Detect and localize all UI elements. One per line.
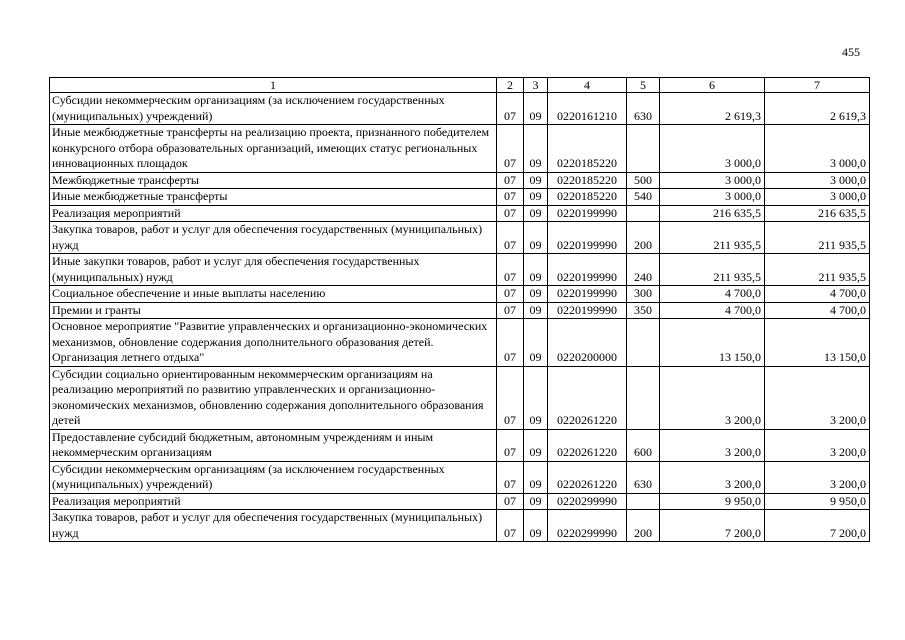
amount-col7-cell: 3 200,0 xyxy=(765,366,870,429)
amount-col7-cell: 211 935,5 xyxy=(765,222,870,254)
section-code-cell: 07 xyxy=(497,254,524,286)
table-row xyxy=(50,205,870,222)
amount-col6-cell: 3 000,0 xyxy=(660,125,765,173)
subsection-code-cell: 09 xyxy=(524,429,548,461)
subsection-code-cell: 09 xyxy=(524,254,548,286)
expense-type-cell: 600 xyxy=(627,429,660,461)
row-name-cell: Иные межбюджетные трансферты на реализацию проекта, признанного победителем конкурсного отбора образовательных организаций, имеющих статус региональных инновационных площадок xyxy=(50,125,497,173)
target-article-cell: 0220185220 xyxy=(548,125,627,173)
row-name-cell: Основное мероприятие "Развитие управленческих и организационно-экономических механизмов, обновление содержания дополнительного образования детей. Организация летнего отдыха" xyxy=(50,319,497,367)
subsection-code-cell: 09 xyxy=(524,286,548,303)
section-code-cell: 07 xyxy=(497,510,524,542)
column-header: 3 xyxy=(524,78,548,93)
target-article-cell: 0220161210 xyxy=(548,93,627,125)
amount-col7-cell: 3 200,0 xyxy=(765,429,870,461)
amount-col7-cell: 7 200,0 xyxy=(765,510,870,542)
row-name-cell: Межбюджетные трансферты xyxy=(50,172,497,189)
expense-type-cell xyxy=(627,366,660,429)
column-header: 7 xyxy=(765,78,870,93)
row-name-cell: Иные межбюджетные трансферты xyxy=(50,189,497,206)
section-code-cell: 07 xyxy=(497,125,524,173)
table-row xyxy=(50,286,870,303)
row-name-cell: Субсидии некоммерческим организациям (за исключением государственных (муниципальных) учреждений) xyxy=(50,93,497,125)
column-header: 4 xyxy=(548,78,627,93)
amount-col7-cell: 2 619,3 xyxy=(765,93,870,125)
subsection-code-cell: 09 xyxy=(524,366,548,429)
amount-col6-cell: 3 200,0 xyxy=(660,366,765,429)
expense-type-cell xyxy=(627,493,660,510)
amount-col6-cell: 4 700,0 xyxy=(660,302,765,319)
target-article-cell: 0220261220 xyxy=(548,366,627,429)
row-name-cell: Иные закупки товаров, работ и услуг для обеспечения государственных (муниципальных) нужд xyxy=(50,254,497,286)
column-header: 2 xyxy=(497,78,524,93)
target-article-cell: 0220261220 xyxy=(548,461,627,493)
subsection-code-cell: 09 xyxy=(524,302,548,319)
row-name-cell: Реализация мероприятий xyxy=(50,493,497,510)
section-code-cell: 07 xyxy=(497,93,524,125)
subsection-code-cell: 09 xyxy=(524,461,548,493)
amount-col6-cell: 216 635,5 xyxy=(660,205,765,222)
row-name-cell: Премии и гранты xyxy=(50,302,497,319)
subsection-code-cell: 09 xyxy=(524,189,548,206)
subsection-code-cell: 09 xyxy=(524,510,548,542)
amount-col7-cell: 3 200,0 xyxy=(765,461,870,493)
amount-col6-cell: 9 950,0 xyxy=(660,493,765,510)
expense-type-cell: 300 xyxy=(627,286,660,303)
expense-type-cell: 630 xyxy=(627,461,660,493)
target-article-cell: 0220299990 xyxy=(548,510,627,542)
section-code-cell: 07 xyxy=(497,366,524,429)
amount-col6-cell: 13 150,0 xyxy=(660,319,765,367)
table-row xyxy=(50,510,870,542)
target-article-cell: 0220200000 xyxy=(548,319,627,367)
section-code-cell: 07 xyxy=(497,429,524,461)
amount-col7-cell: 3 000,0 xyxy=(765,172,870,189)
section-code-cell: 07 xyxy=(497,493,524,510)
target-article-cell: 0220199990 xyxy=(548,205,627,222)
section-code-cell: 07 xyxy=(497,302,524,319)
expense-type-cell: 200 xyxy=(627,222,660,254)
row-name-cell: Закупка товаров, работ и услуг для обеспечения государственных (муниципальных) нужд xyxy=(50,222,497,254)
target-article-cell: 0220199990 xyxy=(548,302,627,319)
row-name-cell: Закупка товаров, работ и услуг для обеспечения государственных (муниципальных) нужд xyxy=(50,510,497,542)
section-code-cell: 07 xyxy=(497,319,524,367)
table-row xyxy=(50,366,870,429)
subsection-code-cell: 09 xyxy=(524,93,548,125)
column-header: 5 xyxy=(627,78,660,93)
section-code-cell: 07 xyxy=(497,172,524,189)
expense-type-cell: 630 xyxy=(627,93,660,125)
table-row xyxy=(50,429,870,461)
amount-col7-cell: 13 150,0 xyxy=(765,319,870,367)
amount-col6-cell: 7 200,0 xyxy=(660,510,765,542)
table-row xyxy=(50,302,870,319)
section-code-cell: 07 xyxy=(497,286,524,303)
expense-type-cell: 500 xyxy=(627,172,660,189)
amount-col7-cell: 211 935,5 xyxy=(765,254,870,286)
expense-type-cell: 200 xyxy=(627,510,660,542)
row-name-cell: Субсидии некоммерческим организациям (за исключением государственных (муниципальных) учреждений) xyxy=(50,461,497,493)
page-number: 455 xyxy=(842,45,860,59)
target-article-cell: 0220199990 xyxy=(548,254,627,286)
subsection-code-cell: 09 xyxy=(524,125,548,173)
row-name-cell: Реализация мероприятий xyxy=(50,205,497,222)
header-row xyxy=(50,78,870,93)
table-body xyxy=(50,93,870,542)
section-code-cell: 07 xyxy=(497,189,524,206)
subsection-code-cell: 09 xyxy=(524,172,548,189)
expense-type-cell xyxy=(627,125,660,173)
amount-col6-cell: 3 000,0 xyxy=(660,172,765,189)
expense-type-cell: 540 xyxy=(627,189,660,206)
table-row xyxy=(50,189,870,206)
expense-type-cell: 350 xyxy=(627,302,660,319)
amount-col6-cell: 3 200,0 xyxy=(660,461,765,493)
amount-col7-cell: 4 700,0 xyxy=(765,302,870,319)
budget-table xyxy=(49,77,870,542)
table-row xyxy=(50,254,870,286)
amount-col6-cell: 211 935,5 xyxy=(660,254,765,286)
subsection-code-cell: 09 xyxy=(524,205,548,222)
table-row xyxy=(50,222,870,254)
amount-col6-cell: 3 000,0 xyxy=(660,189,765,206)
amount-col6-cell: 4 700,0 xyxy=(660,286,765,303)
amount-col7-cell: 216 635,5 xyxy=(765,205,870,222)
expense-type-cell xyxy=(627,319,660,367)
row-name-cell: Социальное обеспечение и иные выплаты населению xyxy=(50,286,497,303)
table-row xyxy=(50,172,870,189)
target-article-cell: 0220199990 xyxy=(548,286,627,303)
target-article-cell: 0220185220 xyxy=(548,189,627,206)
amount-col7-cell: 3 000,0 xyxy=(765,189,870,206)
subsection-code-cell: 09 xyxy=(524,493,548,510)
amount-col7-cell: 4 700,0 xyxy=(765,286,870,303)
table-row xyxy=(50,125,870,173)
amount-col7-cell: 9 950,0 xyxy=(765,493,870,510)
table-row xyxy=(50,461,870,493)
table-row xyxy=(50,319,870,367)
section-code-cell: 07 xyxy=(497,222,524,254)
table-row xyxy=(50,93,870,125)
row-name-cell: Субсидии социально ориентированным некоммерческим организациям на реализацию мероприятий по развитию управленческих и организационно-экономических механизмов, обновлению содержания дополнительного образования детей xyxy=(50,366,497,429)
subsection-code-cell: 09 xyxy=(524,319,548,367)
target-article-cell: 0220299990 xyxy=(548,493,627,510)
target-article-cell: 0220261220 xyxy=(548,429,627,461)
subsection-code-cell: 09 xyxy=(524,222,548,254)
amount-col6-cell: 211 935,5 xyxy=(660,222,765,254)
section-code-cell: 07 xyxy=(497,205,524,222)
column-header: 6 xyxy=(660,78,765,93)
section-code-cell: 07 xyxy=(497,461,524,493)
amount-col6-cell: 2 619,3 xyxy=(660,93,765,125)
target-article-cell: 0220185220 xyxy=(548,172,627,189)
row-name-cell: Предоставление субсидий бюджетным, автономным учреждениям и иным некоммерческим организациям xyxy=(50,429,497,461)
expense-type-cell xyxy=(627,205,660,222)
column-header: 1 xyxy=(50,78,497,93)
amount-col7-cell: 3 000,0 xyxy=(765,125,870,173)
expense-type-cell: 240 xyxy=(627,254,660,286)
target-article-cell: 0220199990 xyxy=(548,222,627,254)
amount-col6-cell: 3 200,0 xyxy=(660,429,765,461)
table-row xyxy=(50,493,870,510)
